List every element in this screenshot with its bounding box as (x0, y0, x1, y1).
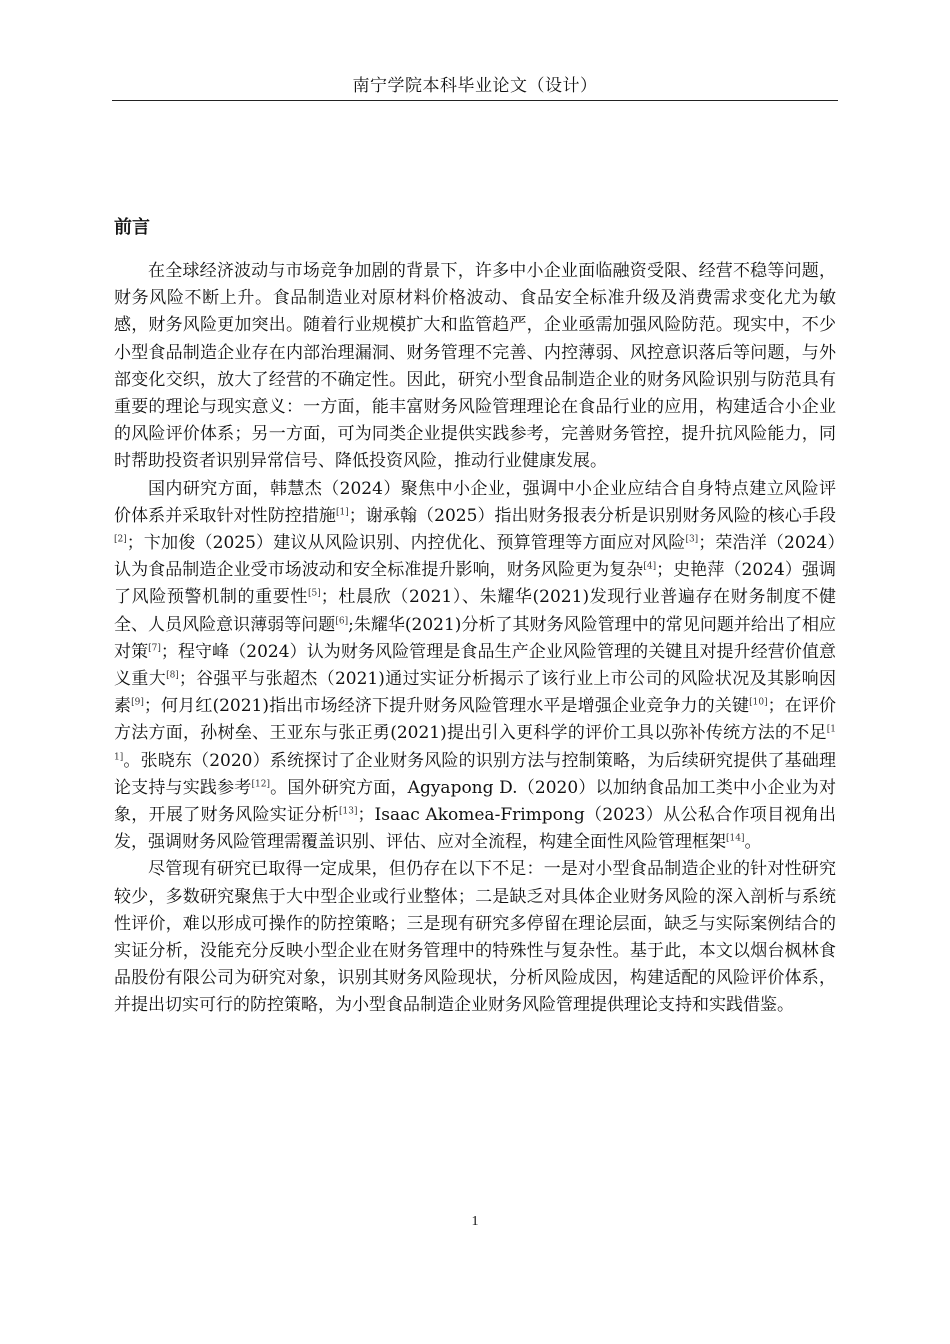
body-paragraph (114, 476, 836, 857)
page-number: 1 (471, 1214, 479, 1229)
body-paragraph (114, 856, 836, 1019)
paragraph-text: 。张晓东（2020）系统探讨了企业财务风险的识别方法与控制策略，为后续研究提供了基础理论支持与实践参考 (114, 750, 836, 798)
body-text (114, 258, 836, 1020)
citation-marker: [3] (685, 534, 699, 545)
citation-marker: [12] (251, 779, 270, 790)
citation-marker: [11] (114, 724, 836, 762)
citation-marker: [13] (339, 806, 358, 817)
citation-marker: [6] (335, 615, 349, 626)
paragraph-text: ；杜晨欣（2021）、朱耀华(2021)发现行业普遍存在财务制度不健全、人员风险意识薄弱等问题 (114, 587, 836, 635)
body-paragraph (114, 258, 836, 476)
paragraph-text: ；程守峰（2024）认为财务风险管理是食品生产企业风险管理的关键且对提升经营价值意义重大 (114, 641, 836, 690)
citation-marker: [10] (749, 697, 768, 708)
paragraph-text: ;朱耀华(2021)分析了其财务风险管理中的常见问题并给出了相应对策 (114, 614, 836, 662)
paragraph-text: 。 (744, 832, 762, 853)
paragraph-text: 国内研究方面，韩慧杰（2024）聚焦中小企业，强调中小企业应结合自身特点建立风险评价体系并采取针对性防控措施 (114, 478, 836, 526)
paragraph-text: 在全球经济波动与市场竞争加剧的背景下，许多中小企业面临融资受限、经营不稳等问题，财务风险不断上升。食品制造业对原材料价格波动、食品安全标准升级及消费需求变化尤为敏感，财务风险更加突出。随着行业规模扩大和监管趋严，企业亟需加强风险防范。现实中，不少小型食品制造企业存在内部治理漏洞、财务管理不完善、内控薄弱、风控意识落后等问题，与外部变化交织，放大了经营的不确定性。因此，研究小型食品制造企业的财务风险识别与防范具有重要的理论与现实意义：一方面，能丰富财务风险管理理论在食品行业的应用，构建适合小企业的风险评价体系；另一方面，可为同类企业提供实践参考，完善财务管控，提升抗风险能力，同时帮助投资者识别异常信号、降低投资风险，推动行业健康发展。 (114, 261, 836, 472)
citation-marker: [14] (726, 833, 745, 844)
citation-marker: [2] (114, 534, 127, 545)
paragraph-text: ；谷强平与张超杰（2021)通过实证分析揭示了该行业上市公司的风险状况及其影响因素 (114, 669, 836, 717)
citation-marker: [1] (336, 507, 349, 518)
paragraph-text: ；Isaac Akomea-Frimpong（2023）从公私合作项目视角出发，强调财务风险管理需覆盖识别、评估、应对全流程，构建全面性风险管理框架 (114, 805, 837, 853)
paragraph-text: ；荣浩洋（2024）认为食品制造企业受市场波动和安全标准提升影响，财务风险更为复杂 (114, 533, 837, 581)
paragraph-text: 。国外研究方面，Agyapong D.（2020）以加纳食品加工类中小企业为对象，开展了财务风险实证分析 (114, 777, 836, 826)
paragraph-text: ；何月红(2021)指出市场经济下提升财务风险管理水平是增强企业竞争力的关键 (143, 696, 750, 717)
citation-marker: [7] (148, 643, 161, 654)
citation-marker: [4] (643, 561, 657, 572)
citation-marker: [8] (166, 670, 179, 681)
paragraph-text: ；谢承翰（2025）指出财务报表分析是识别财务风险的核心手段 (348, 505, 837, 526)
citation-marker: [9] (131, 697, 144, 708)
header-divider (112, 100, 838, 101)
running-header: 南宁学院本科毕业论文（设计） (352, 76, 598, 96)
paragraph-text: ；史艳萍（2024）强调了风险预警机制的重要性 (114, 560, 837, 608)
section-title: 前言 (114, 217, 150, 238)
paragraph-text: ；在评价方法方面，孙树垒、王亚东与张正勇(2021)提出引入更科学的评价工具以弥补传统方法的不足 (114, 696, 837, 744)
paragraph-text: 尽管现有研究已取得一定成果，但仍存在以下不足：一是对小型食品制造企业的针对性研究较少，多数研究聚焦于大中型企业或行业整体；二是缺乏对具体企业财务风险的深入剖析与系统性评价，难以形成可操作的防控策略；三是现有研究多停留在理论层面，缺乏与实际案例结合的实证分析，没能充分反映小型企业在财务管理中的特殊性与复杂性。基于此，本文以烟台枫林食品股份有限公司为研究对象，识别其财务风险现状，分析风险成因，构建适配的风险评价体系，并提出切实可行的防控策略，为小型食品制造企业财务风险管理提供理论支持和实践借鉴。 (114, 859, 836, 1016)
paragraph-text: ；卞加俊（2025）建议从风险识别、内控优化、预算管理等方面应对风险 (126, 533, 686, 554)
citation-marker: [5] (308, 588, 321, 599)
